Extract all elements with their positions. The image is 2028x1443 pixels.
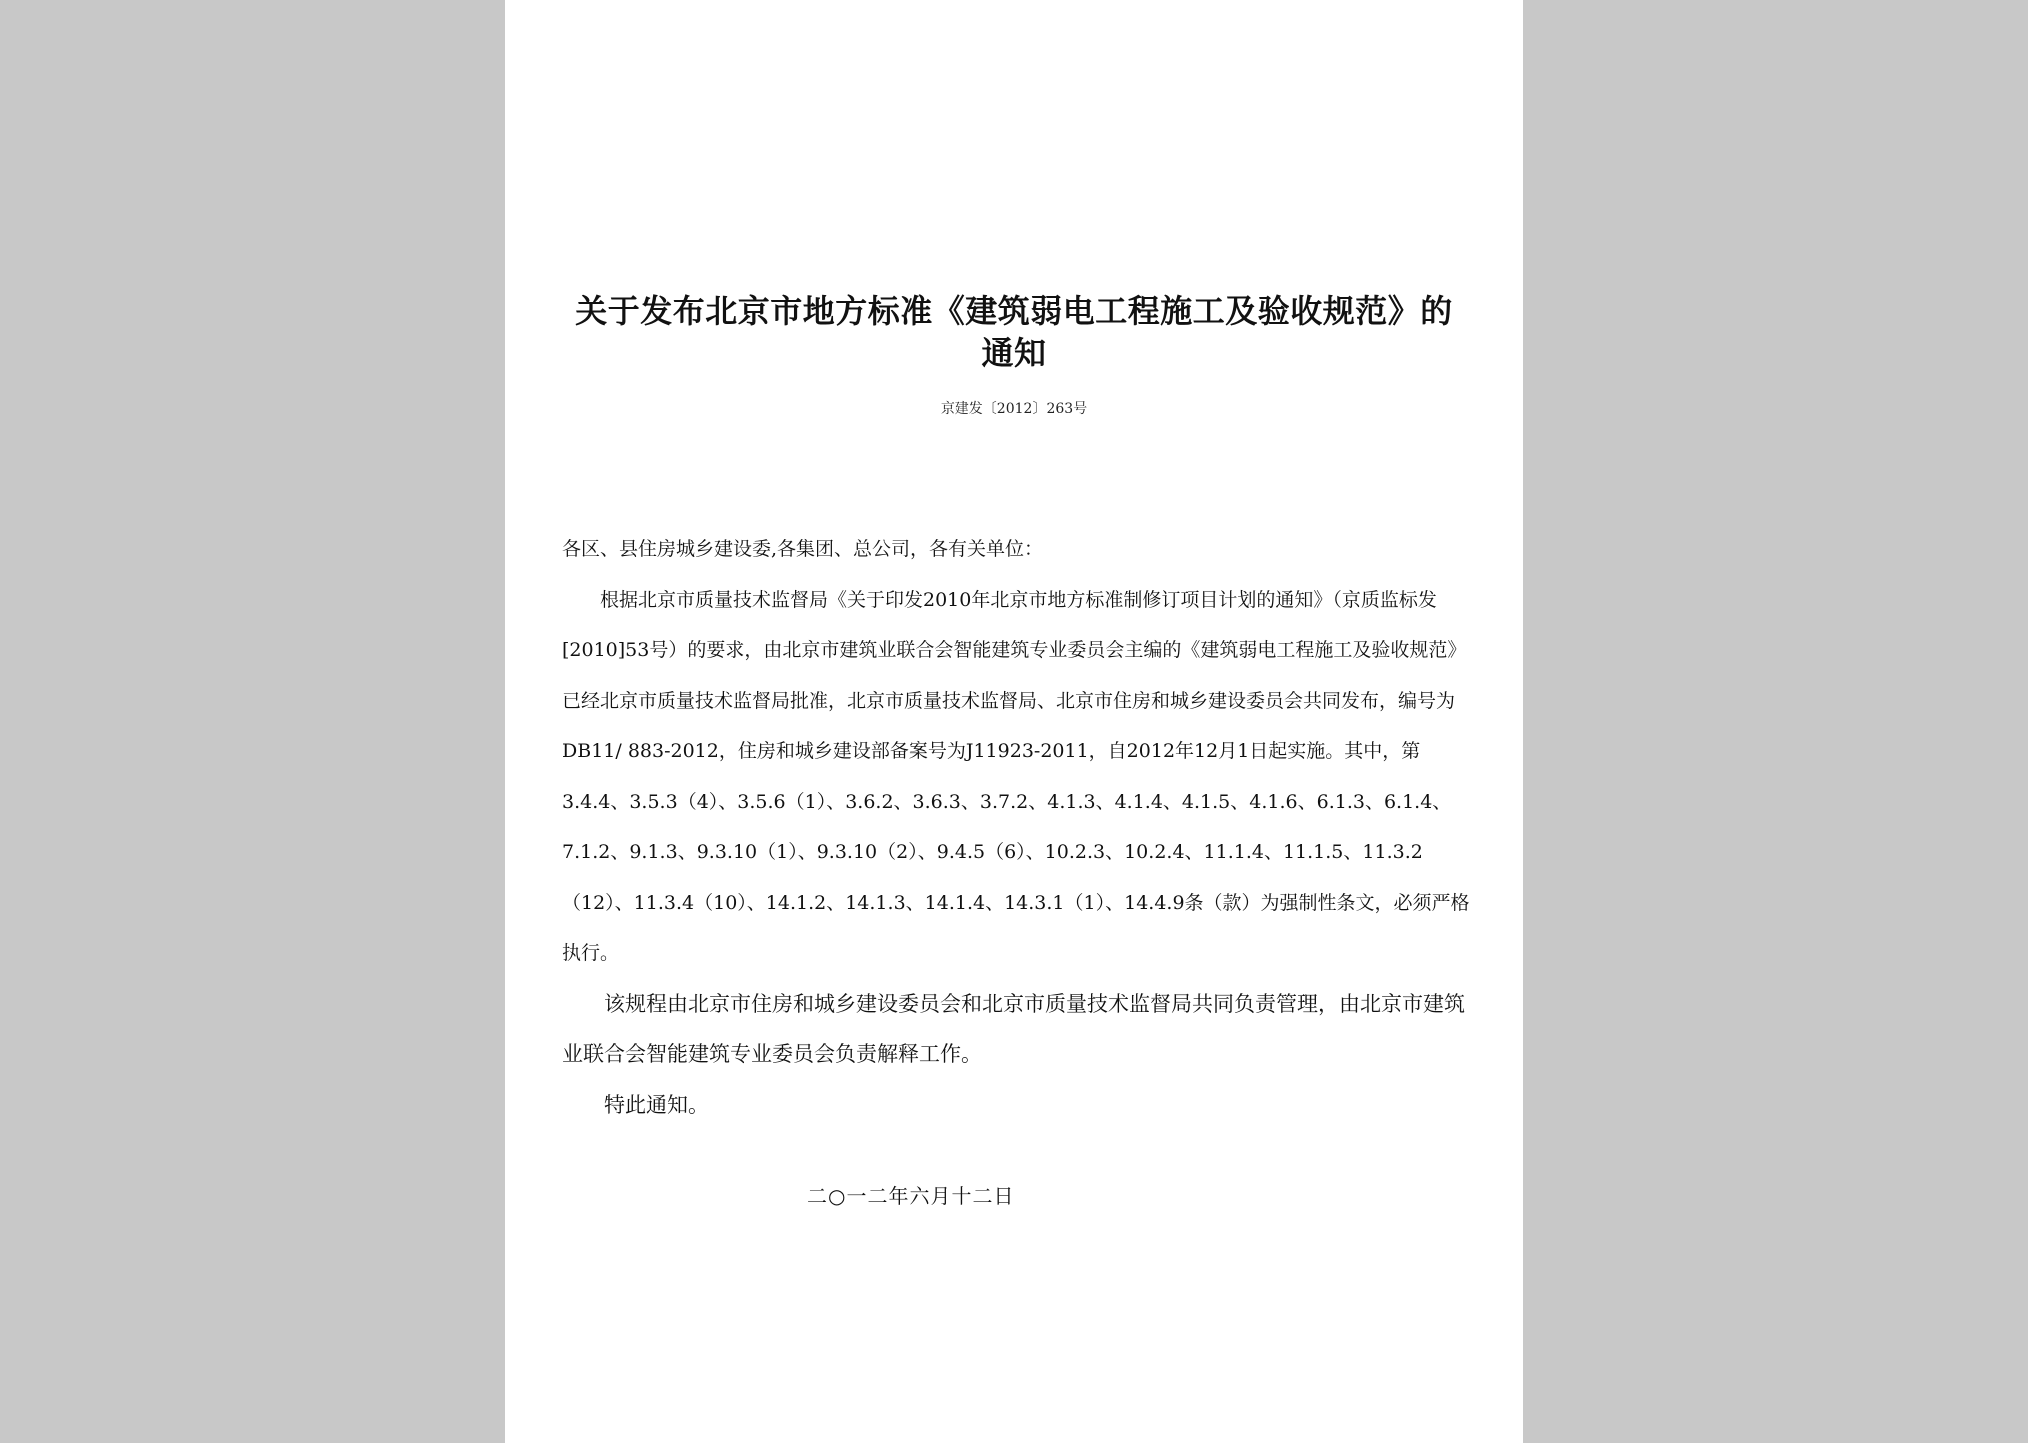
paragraph-announcement: 根据北京市质量技术监督局《关于印发2010年北京市地方标准制修订项目计划的通知》（京质监标发[2010]53号）的要求，由北京市建筑业联合会智能建筑专业委员会主编的《建筑弱电工程施工及验收规范》已经北京市质量技术监督局批准，北京市质量技术监督局、北京市住房和城乡建设委员会共同发布，编号为DB11/ 883-2012，住房和城乡建设部备案号为J11923-2011，自2012年12月1日起实施。其中，第3.4.4、3.5.3（4）、3.5.6（1）、3.6.2、3.6.3、3.7.2、4.1.3、4.1.4、4.1.5、4.1.6、6.1.3、6.1.4、7.1.2、9.1.3、9.3.10（1）、9.3.10（2）、9.4.5（6）、10.2.3、10.2.4、11.1.4、11.1.5、11.3.2（12）、11.3.4（10）、14.1.2、14.1.3、14.1.4、14.3.1（1）、14.4.9条（款）为强制性条文，必须严格执行。 (562, 588, 1470, 964)
document-page (505, 0, 1523, 1443)
closing-remark: 特此通知。 (604, 1092, 709, 1117)
issue-date: 二○一二年六月十二日 (807, 1184, 1015, 1208)
document-title: 关于发布北京市地方标准《建筑弱电工程施工及验收规范》的通知 (575, 292, 1453, 372)
salutation: 各区、县住房城乡建设委,各集团、总公司，各有关单位： (562, 538, 1044, 560)
document-number: 京建发〔2012〕263号 (940, 401, 1088, 417)
paragraph-management: 该规程由北京市住房和城乡建设委员会和北京市质量技术监督局共同负责管理，由北京市建筑业联合会智能建筑专业委员会负责解释工作。 (562, 991, 1465, 1066)
document-body (562, 524, 1472, 1130)
